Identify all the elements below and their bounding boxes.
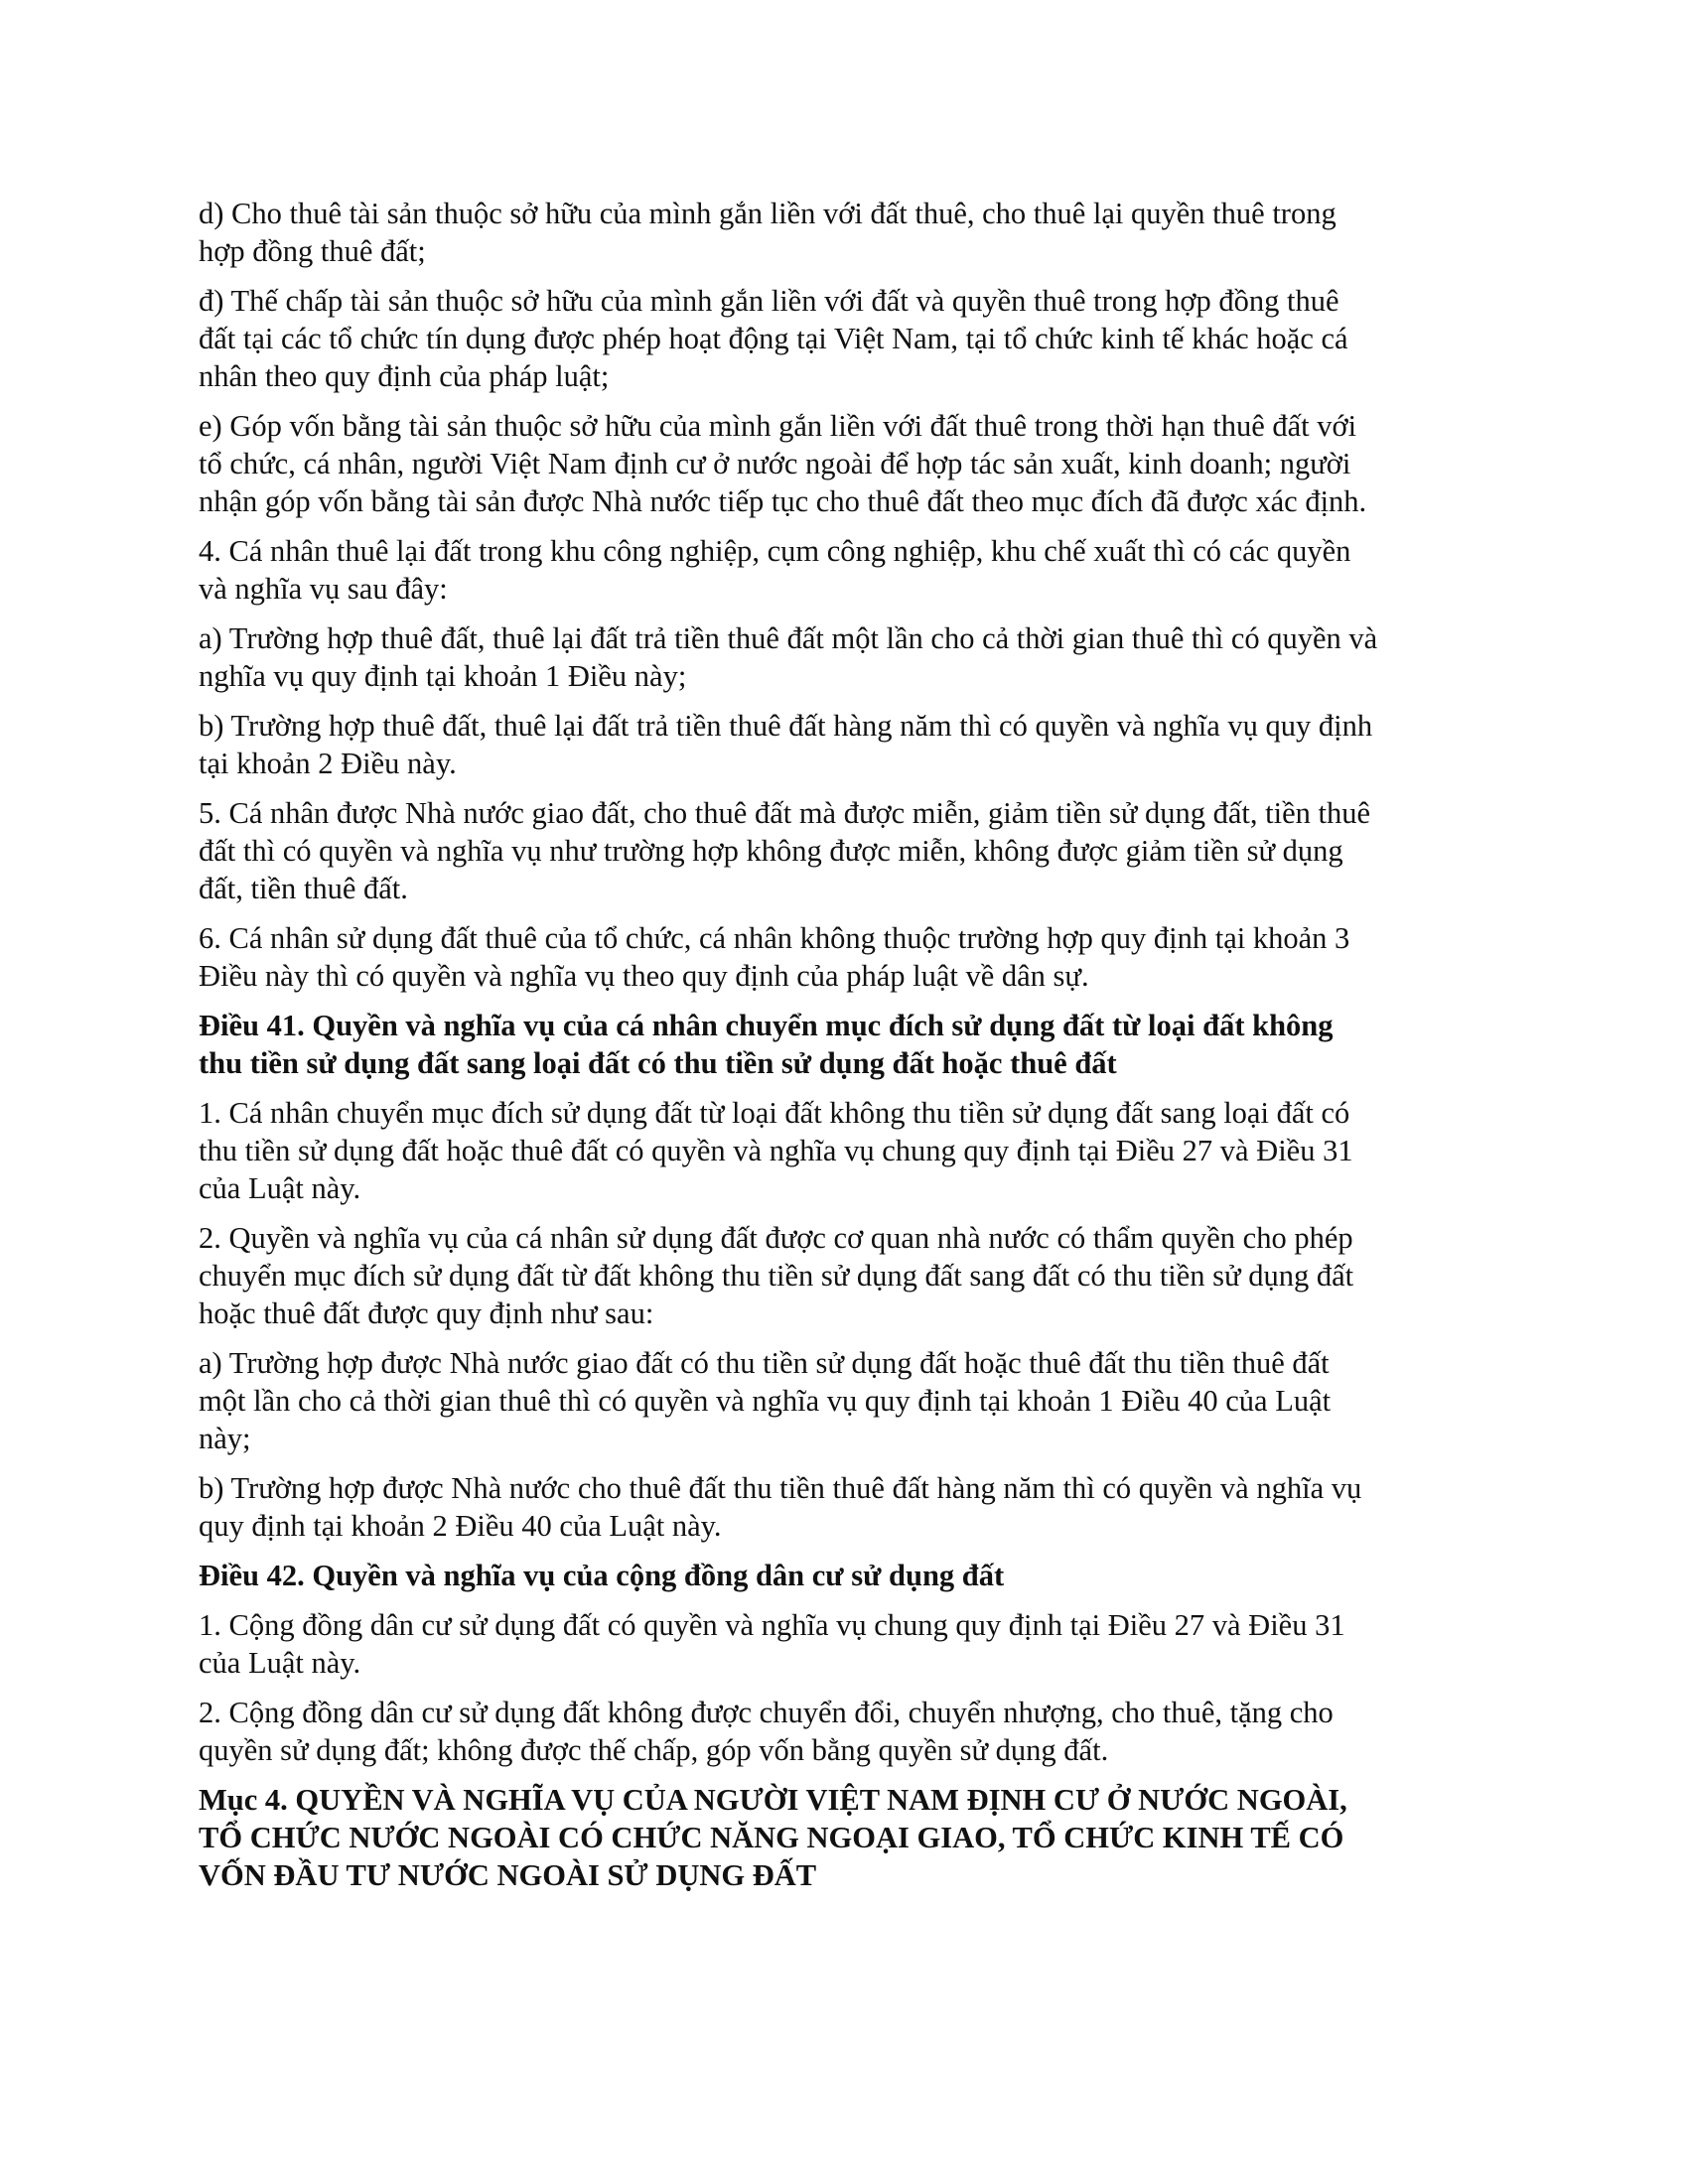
document-body <box>199 195 1499 1894</box>
text-line: a) Trường hợp thuê đất, thuê lại đất trả tiền thuê đất một lần cho cả thời gian thuê thì có quyền và <box>199 621 1378 655</box>
text-line: 4. Cá nhân thuê lại đất trong khu công nghiệp, cụm công nghiệp, khu chế xuất thì có các quyền <box>199 534 1351 568</box>
paragraph <box>199 794 1499 907</box>
paragraph <box>199 707 1499 782</box>
text-line: 6. Cá nhân sử dụng đất thuê của tổ chức, cá nhân không thuộc trường hợp quy định tại khoản 3 <box>199 921 1350 955</box>
text-line: hoặc thuê đất được quy định như sau: <box>199 1297 654 1330</box>
text-line: Điều 41. Quyền và nghĩa vụ của cá nhân chuyển mục đích sử dụng đất từ loại đất không <box>199 1009 1334 1042</box>
paragraph <box>199 195 1499 270</box>
text-line: 2. Quyền và nghĩa vụ của cá nhân sử dụng đất được cơ quan nhà nước có thẩm quyền cho phép <box>199 1221 1353 1255</box>
paragraph <box>199 1694 1499 1769</box>
text-line: 2. Cộng đồng dân cư sử dụng đất không được chuyển đổi, chuyển nhượng, cho thuê, tặng cho <box>199 1696 1334 1729</box>
text-line: 1. Cộng đồng dân cư sử dụng đất có quyền và nghĩa vụ chung quy định tại Điều 27 và Điều 31 <box>199 1608 1345 1642</box>
text-line: tại khoản 2 Điều này. <box>199 747 457 780</box>
text-line: một lần cho cả thời gian thuê thì có quyền và nghĩa vụ quy định tại khoản 1 Điều 40 của Luật <box>199 1384 1332 1418</box>
text-line: này; <box>199 1422 251 1455</box>
text-line: tổ chức, cá nhân, người Việt Nam định cư ở nước ngoài để hợp tác sản xuất, kinh doanh; người <box>199 447 1351 480</box>
text-line: đ) Thế chấp tài sản thuộc sở hữu của mình gắn liền với đất và quyền thuê trong hợp đồng thuê <box>199 284 1339 318</box>
text-line: thu tiền sử dụng đất sang loại đất có thu tiền sử dụng đất hoặc thuê đất <box>199 1046 1117 1080</box>
text-line: 1. Cá nhân chuyển mục đích sử dụng đất từ loại đất không thu tiền sử dụng đất sang loại đất có <box>199 1096 1350 1130</box>
text-line: Điều này thì có quyền và nghĩa vụ theo quy định của pháp luật về dân sự. <box>199 959 1089 993</box>
text-line: e) Góp vốn bằng tài sản thuộc sở hữu của mình gắn liền với đất thuê trong thời hạn thuê đất với <box>199 409 1357 443</box>
text-line: đất thì có quyền và nghĩa vụ như trường hợp không được miễn, không được giảm tiền sử dụng <box>199 834 1343 868</box>
text-line: Mục 4. QUYỀN VÀ NGHĨA VỤ CỦA NGƯỜI VIỆT NAM ĐỊNH CƯ Ở NƯỚC NGOÀI, <box>199 1783 1347 1817</box>
text-line: và nghĩa vụ sau đây: <box>199 572 448 606</box>
text-line: quyền sử dụng đất; không được thế chấp, góp vốn bằng quyền sử dụng đất. <box>199 1733 1109 1767</box>
paragraph <box>199 532 1499 608</box>
text-line: d) Cho thuê tài sản thuộc sở hữu của mình gắn liền với đất thuê, cho thuê lại quyền thuê trong <box>199 197 1336 230</box>
text-line: b) Trường hợp được Nhà nước cho thuê đất thu tiền thuê đất hàng năm thì có quyền và nghĩa vụ <box>199 1471 1362 1505</box>
document-page <box>199 195 1499 1894</box>
text-line: của Luật này. <box>199 1171 361 1205</box>
text-line: nhận góp vốn bằng tài sản được Nhà nước tiếp tục cho thuê đất theo mục đích đã được xác định. <box>199 484 1367 518</box>
article-heading <box>199 1557 1499 1594</box>
text-line: chuyển mục đích sử dụng đất từ đất không thu tiền sử dụng đất sang đất có thu tiền sử dụng đất <box>199 1259 1354 1293</box>
text-line: nhân theo quy định của pháp luật; <box>199 359 610 393</box>
text-line: quy định tại khoản 2 Điều 40 của Luật này. <box>199 1509 722 1543</box>
paragraph <box>199 619 1499 695</box>
text-line: TỔ CHỨC NƯỚC NGOÀI CÓ CHỨC NĂNG NGOẠI GIAO, TỔ CHỨC KINH TẾ CÓ <box>199 1821 1344 1854</box>
text-line: VỐN ĐẦU TƯ NƯỚC NGOÀI SỬ DỤNG ĐẤT <box>199 1858 817 1892</box>
text-line: 5. Cá nhân được Nhà nước giao đất, cho thuê đất mà được miễn, giảm tiền sử dụng đất, tiền thuê <box>199 796 1371 830</box>
paragraph <box>199 282 1499 395</box>
paragraph <box>199 919 1499 995</box>
text-line: hợp đồng thuê đất; <box>199 234 426 268</box>
text-line: a) Trường hợp được Nhà nước giao đất có thu tiền sử dụng đất hoặc thuê đất thu tiền thuê đất <box>199 1346 1330 1380</box>
paragraph <box>199 407 1499 520</box>
text-line: đất, tiền thuê đất. <box>199 872 408 905</box>
section-heading <box>199 1781 1499 1894</box>
paragraph <box>199 1219 1499 1332</box>
text-line: đất tại các tổ chức tín dụng được phép hoạt động tại Việt Nam, tại tổ chức kinh tế khác hoặc cá <box>199 322 1348 355</box>
paragraph <box>199 1469 1499 1545</box>
paragraph <box>199 1606 1499 1682</box>
text-line: nghĩa vụ quy định tại khoản 1 Điều này; <box>199 659 687 693</box>
text-line: của Luật này. <box>199 1646 361 1680</box>
paragraph <box>199 1344 1499 1457</box>
paragraph <box>199 1094 1499 1207</box>
article-heading <box>199 1007 1499 1082</box>
text-line: b) Trường hợp thuê đất, thuê lại đất trả tiền thuê đất hàng năm thì có quyền và nghĩa vụ quy định <box>199 709 1373 743</box>
text-line: Điều 42. Quyền và nghĩa vụ của cộng đồng dân cư sử dụng đất <box>199 1559 1005 1592</box>
text-line: thu tiền sử dụng đất hoặc thuê đất có quyền và nghĩa vụ chung quy định tại Điều 27 và Điều 31 <box>199 1134 1353 1167</box>
